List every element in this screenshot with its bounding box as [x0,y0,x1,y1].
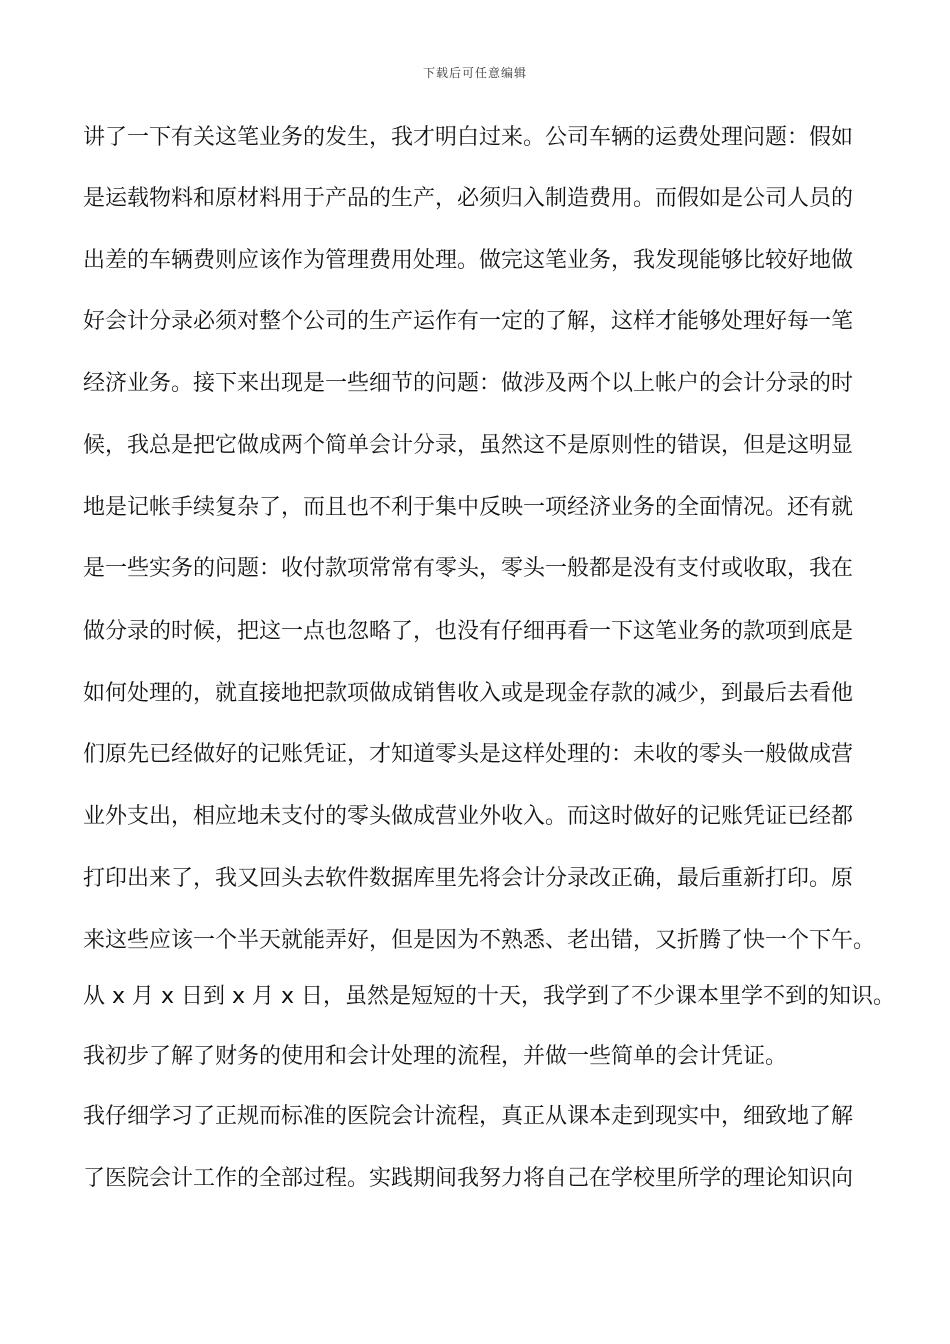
text-line: 是运载物料和原材料用于产品的生产，必须归入制造费用。而假如是公司人员的 [83,186,854,211]
text-line: 是一些实务的问题：收付款项常常有零头，零头一般都是没有支付或收取，我在 [83,556,854,581]
page-header: 下载后可任意编辑 [422,66,527,80]
text-line: 我初步了解了财务的使用和会计处理的流程，并做一些简单的会计凭证。 [83,1044,788,1069]
text-line: 业外支出，相应地未支付的零头做成营业外收入。而这时做好的记账凭证已经都 [83,804,854,829]
text-line: 地是记帐手续复杂了，而且也不利于集中反映一项经济业务的全面情况。还有就 [83,495,854,520]
text-line: 做分录的时候，把这一点也忽略了，也没有仔细再看一下这笔业务的款项到底是 [83,619,854,644]
text-line: 从 x 月 x 日到 x 月 x 日，虽然是短短的十天，我学到了不少课本里学不到的知识。 [83,984,896,1009]
text-line: 出差的车辆费则应该作为管理费用处理。做完这笔业务，我发现能够比较好地做 [83,248,854,273]
text-line: 如何处理的，就直接地把款项做成销售收入或是现金存款的减少，到最后去看他 [83,681,854,706]
text-line: 打印出来了，我又回头去软件数据库里先将会计分录改正确，最后重新打印。原 [83,866,854,891]
text-line: 候，我总是把它做成两个简单会计分录，虽然这不是原则性的错误，但是这明显 [83,433,854,458]
text-line: 了医院会计工作的全部过程。实践期间我努力将自己在学校里所学的理论知识向 [83,1166,854,1191]
text-line: 来这些应该一个半天就能弄好，但是因为不熟悉、老出错，又折腾了快一个下午。 [83,928,876,953]
text-line: 讲了一下有关这笔业务的发生，我才明白过来。公司车辆的运费处理问题：假如 [83,125,854,150]
text-line: 我仔细学习了正规而标准的医院会计流程，真正从课本走到现实中，细致地了解 [83,1104,854,1129]
text-line: 好会计分录必须对整个公司的生产运作有一定的了解，这样才能够处理好每一笔 [83,309,854,334]
text-line: 经济业务。接下来出现是一些细节的问题：做涉及两个以上帐户的会计分录的时 [83,371,854,396]
text-line: 们原先已经做好的记账凭证，才知道零头是这样处理的：未收的零头一般做成营 [83,742,854,767]
